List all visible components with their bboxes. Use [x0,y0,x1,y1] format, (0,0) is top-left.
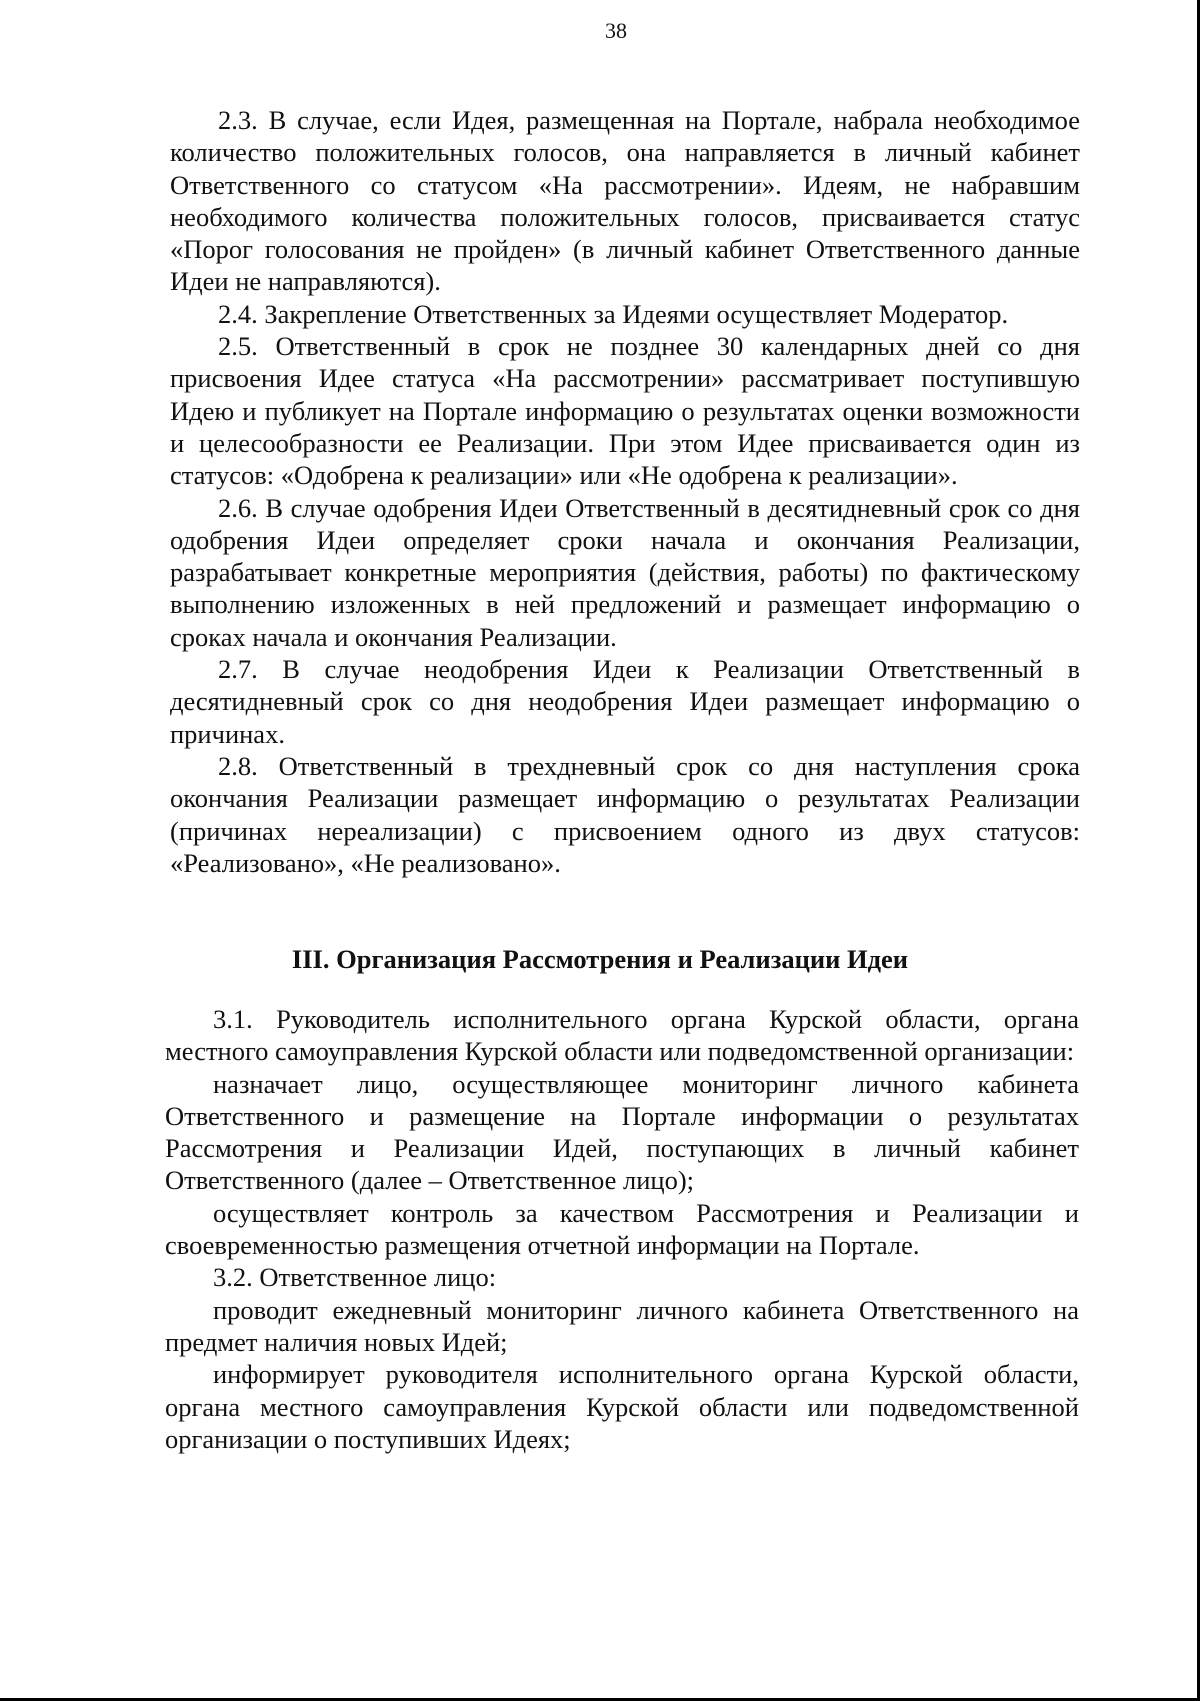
paragraph-3-2-monitor: проводит ежедневный мониторинг личного кабинета Ответственного на предмет наличия новых Идей; [165,1294,1079,1357]
paragraph-2-5: 2.5. Ответственный в срок не позднее 30 календарных дней со дня присвоения Идее статуса «На рассмотрении» рассматривает поступившую Идею и публикует на Портале информацию о результатах оценки возможности и целесообразности ее Реализации. При этом Идее присваивается один из статусов: «Одобрена к реализации» или «Не одобрена к реализации». [170,331,1080,491]
paragraph-3-2-inform: информирует руководителя исполнительного органа Курской области, органа местного самоуправления Курской области или подведомственной организации о поступивших Идеях; [165,1359,1079,1454]
paragraph-2-3: 2.3. В случае, если Идея, размещенная на Портале, набрала необходимое количество положительных голосов, она направляется в личный кабинет Ответственного со статусом «На рассмотрении». Идеям, не набравшим необходимого количества положительных голосов, присваивается статус «Порог голосования не пройден» (в личный кабинет Ответственного данные Идеи не направляются). [170,105,1080,297]
paragraph-2-8: 2.8. Ответственный в трехдневный срок со дня наступления срока окончания Реализации размещает информацию о результатах Реализации (причинах нереализации) с присвоением одного из двух статусов: «Реализовано», «Не реализовано». [170,750,1080,878]
paragraph-3-1-control: осуществляет контроль за качеством Рассмотрения и Реализации и своевременностью размещения отчетной информации на Портале. [165,1197,1079,1261]
section-three-body [165,1003,1079,1455]
paragraph-2-6: 2.6. В случае одобрения Идеи Ответственный в десятидневный срок со дня одобрения Идеи определяет сроки начала и окончания Реализации, разрабатывает конкретные мероприятия (действия, работы) по фактическому выполнению изложенных в ней предложений и размещает информацию о сроках начала и окончания Реализации. [170,492,1080,652]
paragraph-3-1: 3.1. Руководитель исполнительного органа Курской области, органа местного самоуправления Курской области или подведомственной организации: [165,1004,1079,1067]
paragraph-3-2: 3.2. Ответственное лицо: [213,1262,497,1293]
page-number: 38 [605,18,627,43]
paragraph-3-1-appoint: назначает лицо, осуществляющее мониторинг личного кабинета Ответственного и размещение на Портале информации о результатах Рассмотрения и Реализации Идей, поступающих в личный кабинет Ответственного (далее – Ответственное лицо); [165,1068,1079,1196]
section-three-heading: III. Организация Рассмотрения и Реализации Идеи [291,944,909,974]
paragraph-2-7: 2.7. В случае неодобрения Идеи к Реализации Ответственный в десятидневный срок со дня неодобрения Идеи размещает информацию о причинах. [170,654,1080,749]
section-two-body [170,104,1080,879]
paragraph-2-4: 2.4. Закрепление Ответственных за Идеями осуществляет Модератор. [218,298,1009,329]
